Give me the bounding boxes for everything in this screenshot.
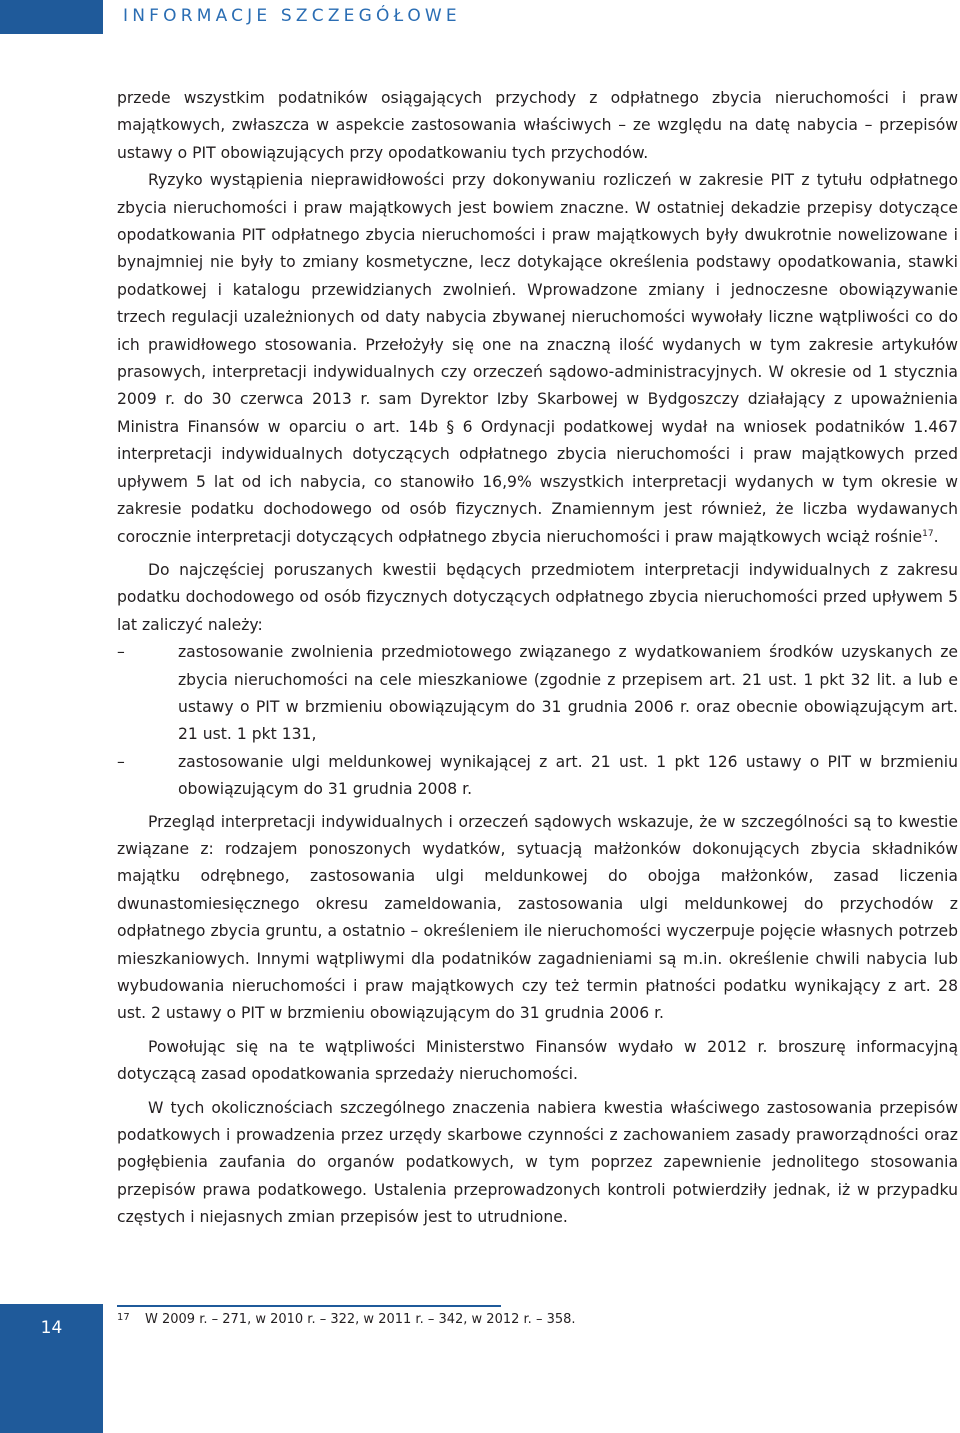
- list-item-text: zastosowanie ulgi meldunkowej wynikającej z art. 21 ust. 1 pkt 126 ustawy o PIT w brzmieniu obowiązującym do 31 grudnia 2008 r.: [178, 752, 958, 799]
- list-dash: –: [117, 752, 125, 771]
- section-header-title: INFORMACJE SZCZEGÓŁOWE: [123, 6, 461, 26]
- paragraph-risk-end: .: [933, 527, 939, 546]
- main-text-body: [117, 85, 958, 1232]
- list-item: [117, 639, 958, 749]
- footnote-separator: [117, 1305, 501, 1307]
- paragraph-risk: [117, 167, 958, 551]
- paragraph-ministry: Powołując się na te wątpliwości Ministerstwo Finansów wydało w 2012 r. broszurę informacyjną dotyczącą zasad opodatkowania sprzedaży nieruchomości.: [117, 1037, 958, 1084]
- footnote-mark: 17: [117, 1312, 130, 1323]
- page-number: 14: [40, 1318, 63, 1338]
- footnote-reference-17[interactable]: 17: [922, 528, 934, 539]
- header-color-block: [0, 0, 103, 34]
- paragraph-review: Przegląd interpretacji indywidualnych i orzeczeń sądowych wskazuje, że w szczególności są to kwestie związane z: rodzajem ponoszonych wydatków, sytuacją małżonków dokonujących zbycia składników majątku odrębnego, zastosowania ulgi meldunkowej do obojga małżonków, zasad liczenia dwunastomiesięcznego okresu zameldowania, zastosowania ulgi meldunkowej do przychodów z odpłatnego zbycia gruntu, a ostatnio – określeniem ile nieruchomości wyczerpuje pojęcie własnych potrzeb mieszkaniowych. Innymi wątpliwymi dla podatników zagadnieniami są m.in. określenie chwili nabycia lub wybudowania nieruchomości i praw majątkowych czy też termin płatności podatku wynikający z art. 28 ust. 2 ustawy o PIT w brzmieniu obowiązującym do 31 grudnia 2006 r.: [117, 812, 958, 1023]
- list-item-text: zastosowanie zwolnienia przedmiotowego związanego z wydatkowaniem środków uzyskanych ze zbycia nieruchomości na cele mieszkaniowe (zgodnie z przepisem art. 21 ust. 1 pkt 32 lit. a lub e ustawy o PIT w brzmieniu obowiązującym do 31 grudnia 2006 r. oraz obecnie obowiązującym art. 21 ust. 1 pkt 131,: [178, 643, 958, 744]
- footnote-text: W 2009 r. – 271, w 2010 r. – 322, w 2011 r. – 342, w 2012 r. – 358.: [145, 1312, 576, 1327]
- paragraph-continuation: przede wszystkim podatników osiągających przychody z odpłatnego zbycia nieruchomości i praw majątkowych, zwłaszcza w aspekcie zastosowania właściwych – ze względu na datę nabycia – przepisów ustawy o PIT obowiązujących przy opodatkowaniu tych przychodów.: [117, 89, 958, 162]
- footnote-17: [117, 1312, 576, 1327]
- issues-list: [117, 639, 958, 803]
- list-item: [117, 749, 958, 804]
- list-dash: –: [117, 643, 125, 662]
- paragraph-circumstances: W tych okolicznościach szczególnego znaczenia nabiera kwestia właściwego zastosowania przepisów podatkowych i prowadzenia przez urzędy skarbowe czynności z zachowaniem zasady praworządności oraz pogłębienia zaufania do organów podatkowych, w tym poprzez zapewnienie jednolitego stosowania przepisów prawa podatkowego. Ustalenia przeprowadzonych kontroli potwierdziły jednak, iż w przypadku częstych i niejasnych zmian przepisów jest to utrudnione.: [117, 1098, 958, 1227]
- paragraph-issues-intro: Do najczęściej poruszanych kwestii będących przedmiotem interpretacji indywidualnych z zakresu podatku dochodowego od osób fizycznych dotyczących odpłatnego zbycia nieruchomości przed upływem 5 lat zaliczyć należy:: [117, 560, 958, 634]
- paragraph-risk-text: Ryzyko wystąpienia nieprawidłowości przy dokonywaniu rozliczeń w zakresie PIT z tytułu odpłatnego zbycia nieruchomości i praw majątkowych jest bowiem znaczne. W ostatniej dekadzie przepisy dotyczące opodatkowania PIT odpłatnego zbycia nieruchomości i praw majątkowych były dwukrotnie nowelizowane i bynajmniej nie były to zmiany kosmetyczne, lecz dotykające określenia podstawy opodatkowania, stawki podatkowej i katalogu przewidzianych zwolnień. Wprowadzone zmiany i jednoczesne obowiązywanie trzech regulacji uzależnionych od daty nabycia zbywanej nieruchomości wywołały liczne wątpliwości co do ich prawidłowego stosowania. Przełożyły się one na znaczną ilość wydanych w tym zakresie artykułów prasowych, interpretacji indywidualnych czy orzeczeń sądowo-administracyjnych. W okresie od 1 stycznia 2009 r. do 30 czerwca 2013 r. sam Dyrektor Izby Skarbowej w Bydgoszczy działający z upoważnienia Ministra Finansów w oparciu o art. 14b § 6 Ordynacji podatkowej wydał na wniosek podatników 1.467 interpretacji indywidualnych dotyczących odpłatnego zbycia nieruchomości i praw majątkowych przed upływem 5 lat od ich nabycia, co stanowiło 16,9% wszystkich interpretacji wydanych w tym okresie w zakresie podatku dochodowego od osób fizycznych. Znamiennym jest również, że liczba wydawanych corocznie interpretacji dotyczących odpłatnego zbycia nieruchomości i praw majątkowych wciąż rośnie: [117, 171, 958, 546]
